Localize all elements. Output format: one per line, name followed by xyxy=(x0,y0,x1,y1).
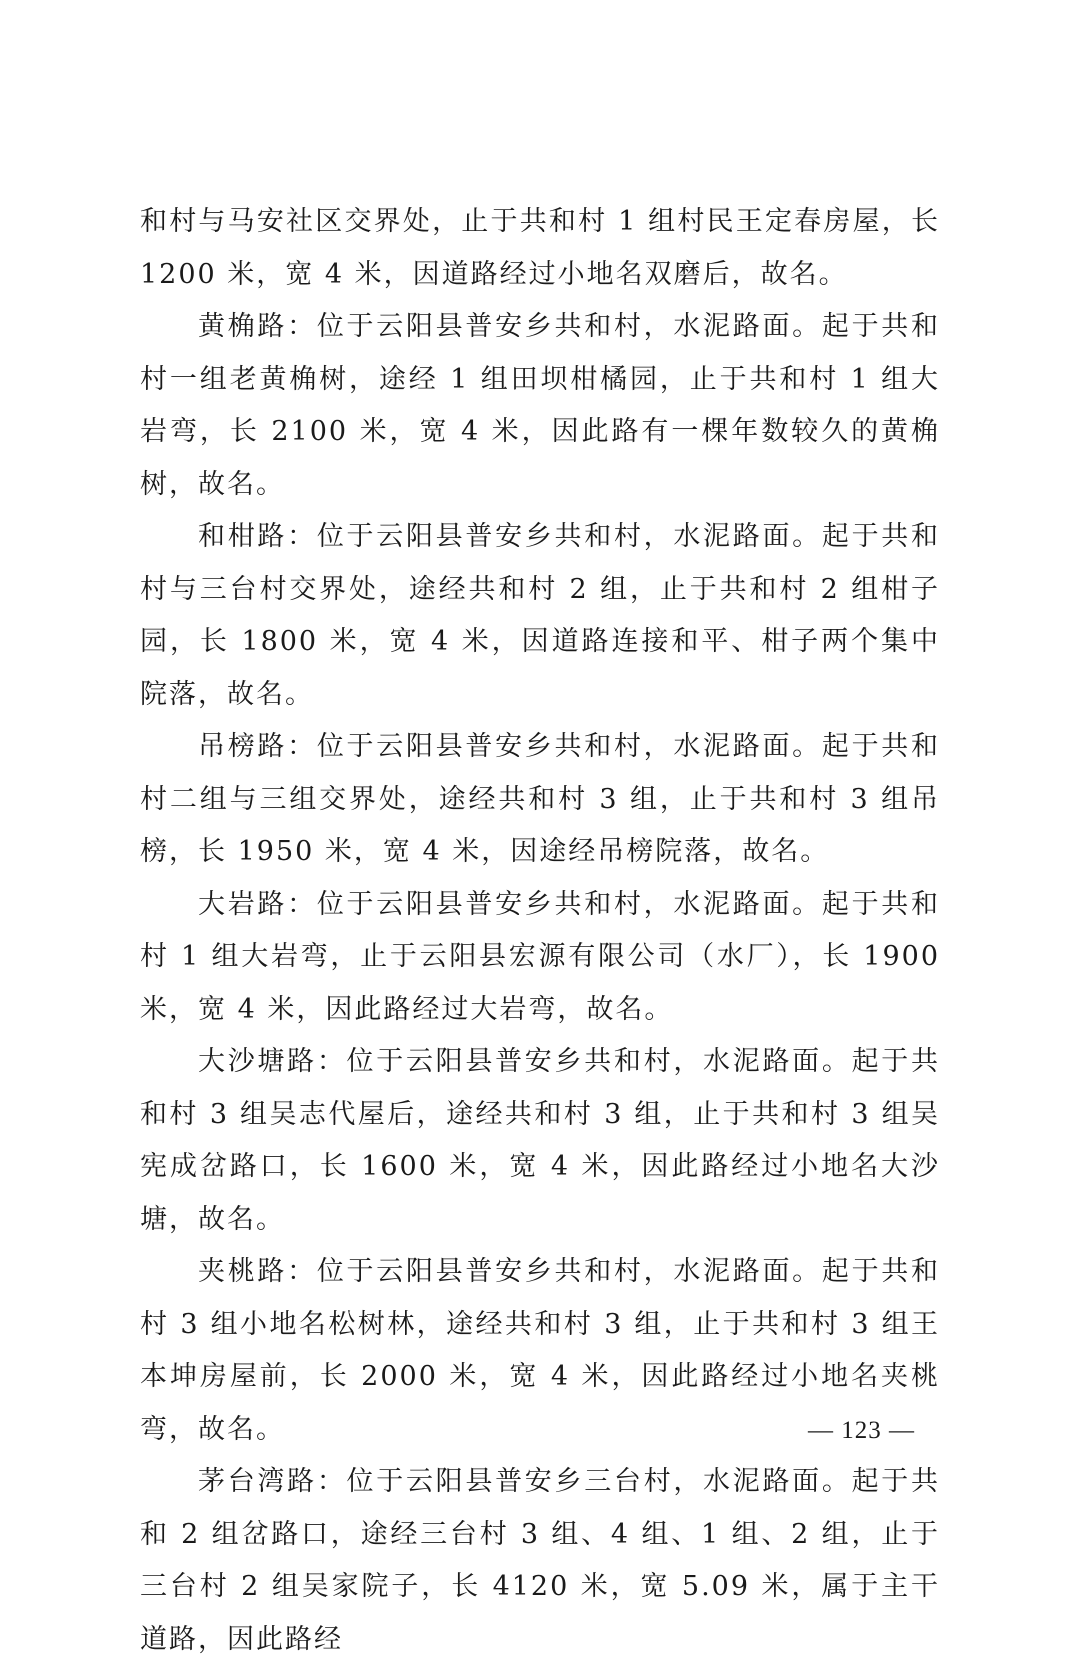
paragraph-hegan-road: 和柑路：位于云阳县普安乡共和村，水泥路面。起于共和村与三台村交界处，途经共和村 2 组，止于共和村 2 组柑子园，长 1800 米，宽 4 米，因道路连接和平、柑子两个集中院落，故名。 xyxy=(140,521,940,710)
page-number: — 123 — xyxy=(808,1417,915,1444)
paragraph-dayan-road: 大岩路：位于云阳县普安乡共和村，水泥路面。起于共和村 1 组大岩弯，止于云阳县宏源有限公司（水厂），长 1900 米，宽 4 米，因此路经过大岩弯，故名。 xyxy=(140,888,940,1025)
document-body xyxy=(140,196,940,1666)
paragraph-jiatao-road: 夹桃路：位于云阳县普安乡共和村，水泥路面。起于共和村 3 组小地名松树林，途经共和村 3 组，止于共和村 3 组王本坤房屋前，长 2000 米，宽 4 米，因此路经过小地名夹桃弯，故名。 xyxy=(140,1256,940,1445)
paragraph-maotaiwan-road: 茅台湾路：位于云阳县普安乡三台村，水泥路面。起于共和 2 组岔路口，途经三台村 3 组、4 组、1 组、2 组，止于三台村 2 组吴家院子，长 4120 米，宽 5.09 米，属于主干道路，因此路经 xyxy=(140,1466,940,1655)
paragraph-huangjue-road: 黄桷路：位于云阳县普安乡共和村，水泥路面。起于共和村一组老黄桷树，途经 1 组田坝柑橘园，止于共和村 1 组大岩弯，长 2100 米，宽 4 米，因此路有一棵年数较久的黄桷树，故名。 xyxy=(140,311,940,500)
paragraph-dashatang-road: 大沙塘路：位于云阳县普安乡共和村，水泥路面。起于共和村 3 组吴志代屋后，途经共和村 3 组，止于共和村 3 组吴宪成岔路口，长 1600 米，宽 4 米，因此路经过小地名大沙塘，故名。 xyxy=(140,1046,940,1235)
paragraph-continuation: 和村与马安社区交界处，止于共和村 1 组村民王定春房屋，长 1200 米，宽 4 米，因道路经过小地名双磨后，故名。 xyxy=(140,206,940,290)
paragraph-diaobang-road: 吊榜路：位于云阳县普安乡共和村，水泥路面。起于共和村二组与三组交界处，途经共和村 3 组，止于共和村 3 组吊榜，长 1950 米，宽 4 米，因途经吊榜院落，故名。 xyxy=(140,731,940,867)
